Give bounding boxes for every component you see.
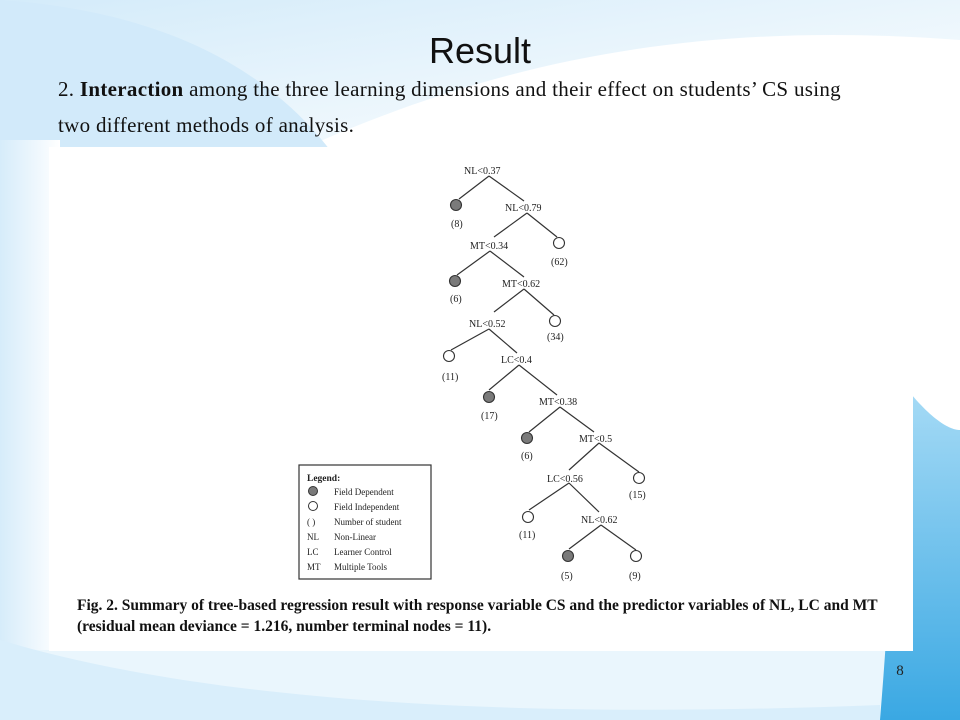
split-label: LC<0.56 xyxy=(547,474,583,485)
leaf-count: (9) xyxy=(629,571,641,582)
leaf-node xyxy=(634,473,645,484)
split-label: NL<0.37 xyxy=(464,166,501,177)
slide-title: Result xyxy=(428,30,532,71)
split-label: MT<0.34 xyxy=(470,241,509,252)
legend-independent-icon xyxy=(309,502,318,511)
legend-title: Legend: xyxy=(307,474,341,484)
figure-caption: Fig. 2. Summary of tree-based regression result with response variable CS and the predictor variables of NL, LC and MT (residual mean deviance = 1.216, number terminal nodes = 11). xyxy=(77,597,878,635)
leaf-count: (11) xyxy=(519,530,536,541)
leaf-count: (6) xyxy=(450,294,462,305)
leaf-node xyxy=(450,276,461,287)
subtitle-number: 2. xyxy=(58,77,80,101)
page-number: 8 xyxy=(896,663,904,679)
split-label: NL<0.62 xyxy=(581,515,618,526)
split-label: NL<0.79 xyxy=(505,203,542,214)
split-label: MT<0.38 xyxy=(539,397,578,408)
leaf-node xyxy=(522,433,533,444)
legend-label: Non-Linear xyxy=(334,532,376,542)
legend-label: Field Independent xyxy=(334,502,400,512)
leaf-node xyxy=(523,512,534,523)
leaf-count: (62) xyxy=(551,257,568,268)
leaf-count: (5) xyxy=(561,571,573,582)
leaf-node xyxy=(554,238,565,249)
split-label: NL<0.52 xyxy=(469,319,506,330)
leaf-node xyxy=(550,316,561,327)
legend-dependent-icon xyxy=(309,487,318,496)
split-label: LC<0.4 xyxy=(501,355,532,366)
leaf-node xyxy=(563,551,574,562)
leaf-count: (6) xyxy=(521,451,533,462)
split-label: MT<0.62 xyxy=(502,279,541,290)
subtitle-rest: among the three learning dimensions and their effect on students’ CS using two different methods of analysis. xyxy=(58,77,841,137)
leaf-node xyxy=(451,200,462,211)
legend-symbol: ( ) xyxy=(307,517,316,527)
legend-symbol: LC xyxy=(307,547,319,557)
leaf-node xyxy=(444,351,455,362)
leaf-node xyxy=(631,551,642,562)
leaf-count: (34) xyxy=(547,332,564,343)
legend-symbol: MT xyxy=(307,562,321,572)
leaf-count: (8) xyxy=(451,219,463,230)
legend-label: Learner Control xyxy=(334,547,392,557)
legend-symbol: NL xyxy=(307,532,319,542)
legend-label: Field Dependent xyxy=(334,487,394,497)
legend-label: Multiple Tools xyxy=(334,562,387,572)
leaf-count: (17) xyxy=(481,411,498,422)
legend-label: Number of student xyxy=(334,517,402,527)
leaf-node xyxy=(484,392,495,403)
figure-image xyxy=(49,147,913,651)
slide-subtitle xyxy=(58,71,858,143)
split-label: MT<0.5 xyxy=(579,434,613,445)
leaf-count: (15) xyxy=(629,490,646,501)
leaf-count: (11) xyxy=(442,372,459,383)
legend xyxy=(299,465,431,579)
subtitle-bold: Interaction xyxy=(79,77,184,101)
